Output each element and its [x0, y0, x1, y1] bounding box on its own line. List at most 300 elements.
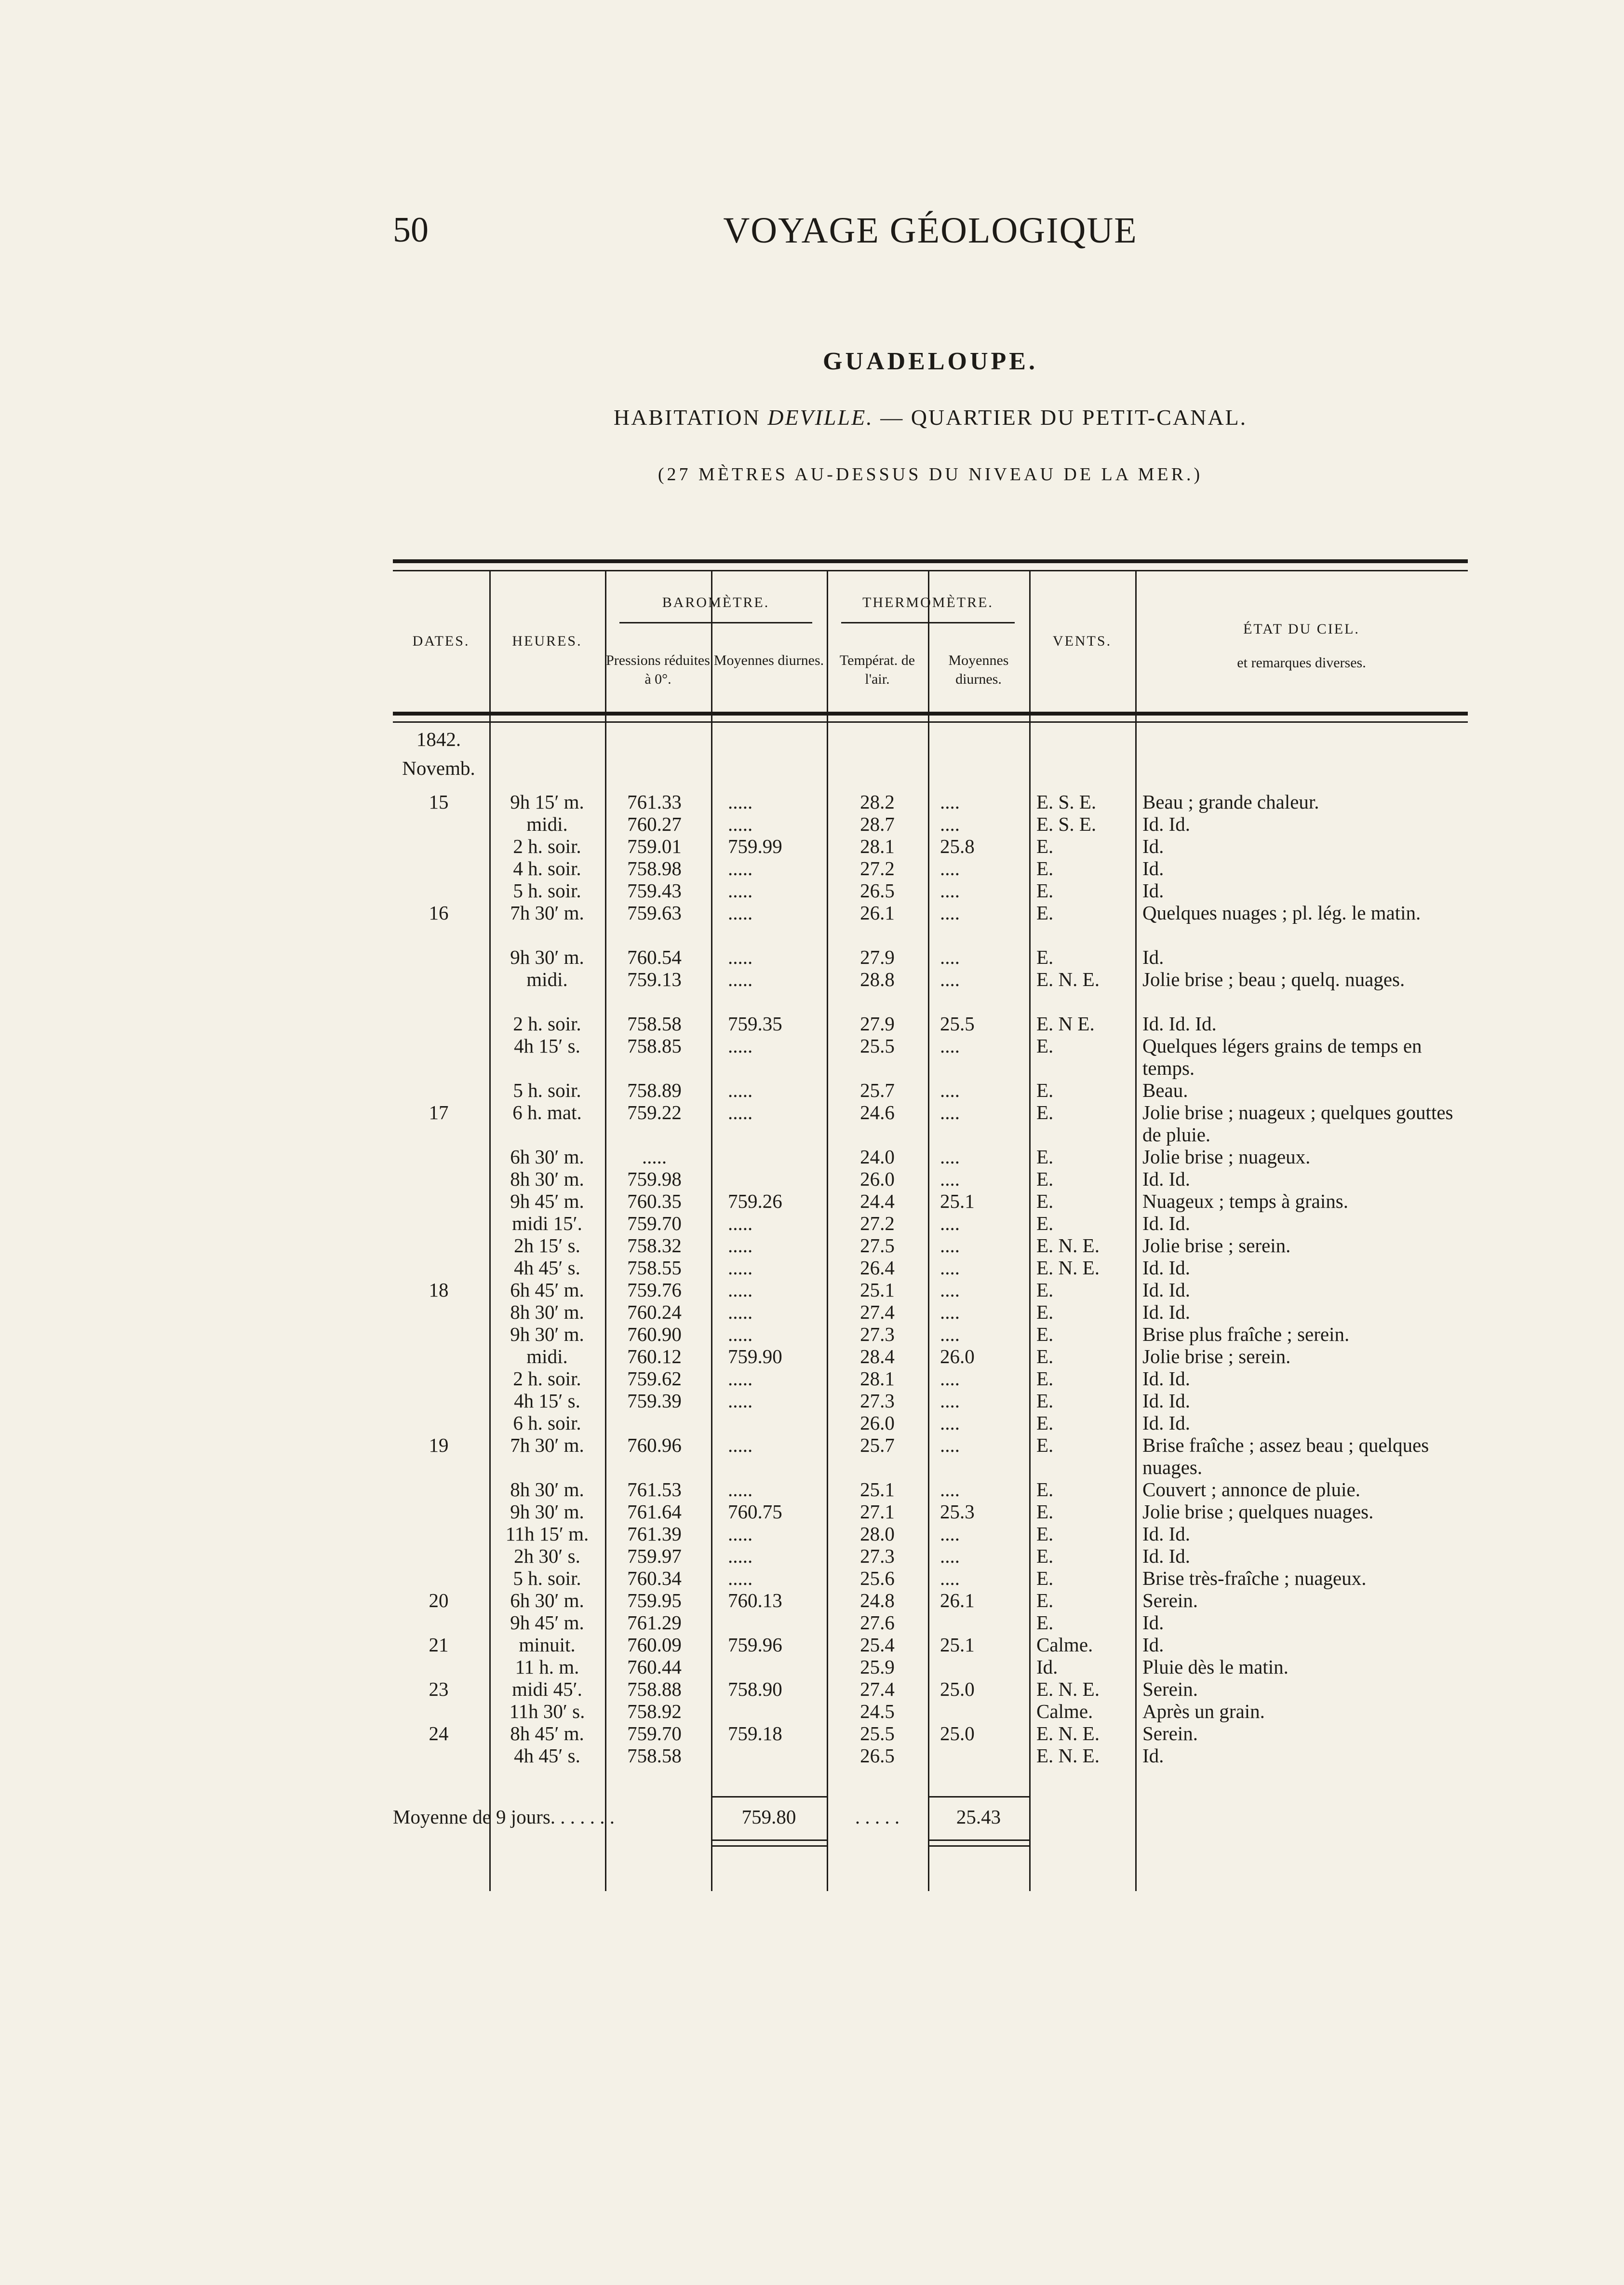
cell-pression: .....: [642, 1146, 667, 1168]
cell-vent: E.: [1036, 1190, 1054, 1212]
cell-vent: E.: [1036, 1212, 1054, 1234]
header-moyennes-bar: Moyennes diurnes.: [713, 652, 824, 668]
cell-vent: E. N. E.: [1036, 1678, 1100, 1700]
column-divider: [928, 570, 929, 1891]
cell-pression: 759.01: [627, 835, 682, 857]
cell-moy-therm: ....: [940, 857, 960, 879]
cell-temp: 25.6: [860, 1567, 895, 1589]
cell-heure: 9h 45′ m.: [510, 1611, 584, 1634]
cell-pression: 761.53: [627, 1478, 682, 1501]
cell-pression: 760.27: [627, 813, 682, 835]
cell-moy-therm: ....: [940, 1079, 960, 1101]
header-pressions: Pressions réduites à 0°.: [606, 652, 710, 687]
cell-moy-bar: .....: [728, 857, 753, 879]
cell-moy-bar: .....: [728, 1567, 753, 1589]
cell-temp: 25.9: [860, 1656, 895, 1678]
cell-moy-bar: 758.90: [728, 1678, 782, 1700]
cell-vent: E.: [1036, 1390, 1054, 1412]
cell-heure: 8h 30′ m.: [510, 1301, 584, 1323]
cell-moy-bar: 759.96: [728, 1634, 782, 1656]
cell-date: 16: [429, 902, 449, 924]
cell-moy-therm: 25.3: [940, 1501, 975, 1523]
cell-moy-bar: 759.18: [728, 1722, 782, 1744]
cell-etat: Serein.: [1142, 1589, 1198, 1611]
cell-vent: E. N. E.: [1036, 1744, 1100, 1767]
cell-heure: 7h 30′ m.: [510, 902, 584, 924]
cell-temp: 28.4: [860, 1345, 895, 1367]
cell-pression: 760.34: [627, 1567, 682, 1589]
cell-moy-bar: .....: [728, 1478, 753, 1501]
cell-temp: 27.5: [860, 1234, 895, 1257]
cell-vent: E.: [1036, 1545, 1054, 1567]
cell-heure: 6h 30′ m.: [510, 1146, 584, 1168]
cell-moy-bar: .....: [728, 1212, 753, 1234]
cell-pression: 758.92: [627, 1700, 682, 1722]
cell-heure: 6 h. mat.: [512, 1101, 582, 1123]
cell-temp: 27.4: [860, 1678, 895, 1700]
cell-etat: Jolie brise ; beau ; quelq. nuages.: [1142, 968, 1405, 990]
cell-moy-bar: .....: [728, 1545, 753, 1567]
cell-etat: Id.: [1142, 857, 1164, 879]
book-title: VOYAGE GÉOLOGIQUE: [723, 210, 1138, 251]
cell-etat: Id. Id.: [1142, 1168, 1191, 1190]
cell-moy-therm: ....: [940, 1146, 960, 1168]
header-rule-thin: [393, 721, 1468, 723]
cell-moy-therm: 25.8: [940, 835, 975, 857]
location-title: GUADELOUPE.: [823, 348, 1038, 375]
cell-etat: Nuageux ; temps à grains.: [1142, 1190, 1348, 1212]
header-etat: ÉTAT DU CIEL.: [1243, 621, 1360, 637]
footer-double-rule: [928, 1845, 1029, 1847]
cell-moy-therm: 25.0: [940, 1722, 975, 1744]
cell-pression: 759.22: [627, 1101, 682, 1123]
cell-vent: E. N. E.: [1036, 1257, 1100, 1279]
cell-etat: Id. Id.: [1142, 813, 1191, 835]
cell-moy-therm: ....: [940, 1279, 960, 1301]
cell-etat: Après un grain.: [1142, 1700, 1265, 1722]
cell-pression: 759.95: [627, 1589, 682, 1611]
cell-moy-bar: 759.26: [728, 1190, 782, 1212]
running-head: [393, 212, 1468, 265]
cell-vent: E.: [1036, 1101, 1054, 1123]
cell-temp: 26.0: [860, 1412, 895, 1434]
cell-etat: Id.: [1142, 879, 1164, 902]
cell-date: 19: [429, 1434, 449, 1456]
cell-pression: 760.09: [627, 1634, 682, 1656]
footer-double-rule: [928, 1839, 1029, 1841]
cell-pression: 760.35: [627, 1190, 682, 1212]
cell-vent: E. S. E.: [1036, 791, 1097, 813]
cell-vent: E.: [1036, 1589, 1054, 1611]
header-temperat: Températ. de l'air.: [839, 652, 915, 687]
cell-temp: 24.6: [860, 1101, 895, 1123]
cell-vent: E.: [1036, 1501, 1054, 1523]
cell-temp: 25.5: [860, 1722, 895, 1744]
cell-heure: midi 45′.: [512, 1678, 582, 1700]
habitation-prefix: HABITATION: [613, 405, 761, 430]
footer-double-rule: [711, 1845, 827, 1847]
cell-vent: E. S. E.: [1036, 813, 1097, 835]
cell-moy-therm: ....: [940, 1101, 960, 1123]
cell-vent: E.: [1036, 1412, 1054, 1434]
month-label: Novemb.: [402, 757, 475, 779]
header-moyennes-therm: Moyennes diurnes.: [948, 652, 1009, 687]
cell-vent: E.: [1036, 1567, 1054, 1589]
cell-moy-bar: .....: [728, 1301, 753, 1323]
cell-etat: Serein.: [1142, 1722, 1198, 1744]
cell-moy-bar: .....: [728, 1279, 753, 1301]
cell-etat: Id. Id.: [1142, 1212, 1191, 1234]
cell-moy-bar: .....: [728, 791, 753, 813]
cell-vent: E.: [1036, 1035, 1054, 1057]
cell-pression: 758.88: [627, 1678, 682, 1700]
cell-vent: Calme.: [1036, 1700, 1093, 1722]
cell-etat: Jolie brise ; serein.: [1142, 1345, 1291, 1367]
header-remarques: et remarques diverses.: [1237, 655, 1366, 671]
cell-pression: 758.85: [627, 1035, 682, 1057]
cell-vent: E.: [1036, 1279, 1054, 1301]
cell-heure: 9h 30′ m.: [510, 1501, 584, 1523]
cell-moy-therm: ....: [940, 1323, 960, 1345]
cell-heure: 6 h. soir.: [513, 1412, 581, 1434]
cell-etat: Brise fraîche ; assez beau ; quelques nuages.: [1142, 1434, 1429, 1478]
cell-pression: 761.64: [627, 1501, 682, 1523]
cell-heure: 9h 30′ m.: [510, 946, 584, 968]
cell-pression: 759.76: [627, 1279, 682, 1301]
cell-heure: 2h 15′ s.: [514, 1234, 580, 1257]
footer-moy-bar: 759.80: [741, 1806, 796, 1828]
cell-temp: 27.2: [860, 1212, 895, 1234]
cell-date: 15: [429, 791, 449, 813]
cell-moy-therm: 25.1: [940, 1634, 975, 1656]
cell-pression: 761.39: [627, 1523, 682, 1545]
cell-pression: 760.96: [627, 1434, 682, 1456]
cell-pression: 760.54: [627, 946, 682, 968]
cell-moy-therm: 25.1: [940, 1190, 975, 1212]
cell-temp: 26.4: [860, 1257, 895, 1279]
cell-pression: 758.98: [627, 857, 682, 879]
cell-moy-therm: ....: [940, 1545, 960, 1567]
cell-vent: E. N. E.: [1036, 968, 1100, 990]
cell-temp: 27.2: [860, 857, 895, 879]
cell-moy-therm: ....: [940, 1212, 960, 1234]
cell-moy-bar: .....: [728, 1257, 753, 1279]
cell-vent: E.: [1036, 879, 1054, 902]
barometre-brace: [619, 622, 812, 623]
cell-moy-bar: .....: [728, 1079, 753, 1101]
cell-moy-bar: .....: [728, 1367, 753, 1390]
cell-moy-therm: 26.0: [940, 1345, 975, 1367]
cell-vent: E.: [1036, 1079, 1054, 1101]
cell-heure: 2 h. soir.: [513, 1013, 581, 1035]
cell-pression: 761.33: [627, 791, 682, 813]
cell-temp: 27.9: [860, 1013, 895, 1035]
cell-heure: midi.: [526, 1345, 568, 1367]
thermometre-brace: [841, 622, 1015, 623]
cell-moy-therm: ....: [940, 1301, 960, 1323]
cell-etat: Beau.: [1142, 1079, 1188, 1101]
cell-heure: 6h 45′ m.: [510, 1279, 584, 1301]
habitation-line: [393, 405, 1468, 430]
cell-temp: 28.8: [860, 968, 895, 990]
cell-temp: 27.1: [860, 1501, 895, 1523]
cell-temp: 27.6: [860, 1611, 895, 1634]
header-rule: [393, 712, 1468, 716]
cell-temp: 27.3: [860, 1390, 895, 1412]
page-number: 50: [393, 210, 429, 250]
column-divider: [711, 570, 712, 1891]
cell-moy-therm: ....: [940, 946, 960, 968]
cell-temp: 25.1: [860, 1478, 895, 1501]
header-heures: HEURES.: [512, 633, 582, 649]
cell-heure: 9h 15′ m.: [510, 791, 584, 813]
cell-heure: 2h 30′ s.: [514, 1545, 580, 1567]
cell-etat: Jolie brise ; quelques nuages.: [1142, 1501, 1374, 1523]
cell-heure: 8h 30′ m.: [510, 1478, 584, 1501]
cell-temp: 26.0: [860, 1168, 895, 1190]
cell-heure: midi.: [526, 968, 568, 990]
cell-vent: E. N. E.: [1036, 1234, 1100, 1257]
cell-heure: 2 h. soir.: [513, 1367, 581, 1390]
cell-heure: 4h 45′ s.: [514, 1744, 580, 1767]
cell-etat: Couvert ; annonce de pluie.: [1142, 1478, 1361, 1501]
cell-moy-therm: 25.0: [940, 1678, 975, 1700]
cell-etat: Id.: [1142, 946, 1164, 968]
cell-etat: Id.: [1142, 1634, 1164, 1656]
cell-vent: E.: [1036, 1478, 1054, 1501]
cell-moy-therm: ....: [940, 1168, 960, 1190]
cell-moy-therm: ....: [940, 1390, 960, 1412]
cell-vent: E.: [1036, 1146, 1054, 1168]
cell-etat: Jolie brise ; serein.: [1142, 1234, 1291, 1257]
cell-vent: E.: [1036, 1367, 1054, 1390]
cell-date: 21: [429, 1634, 449, 1656]
cell-pression: 758.58: [627, 1013, 682, 1035]
cell-vent: E.: [1036, 857, 1054, 879]
cell-etat: Brise très-fraîche ; nuageux.: [1142, 1567, 1367, 1589]
cell-moy-bar: 759.90: [728, 1345, 782, 1367]
cell-vent: Id.: [1036, 1656, 1058, 1678]
cell-temp: 27.4: [860, 1301, 895, 1323]
habitation-name: DEVILLE.: [767, 405, 873, 430]
cell-moy-bar: .....: [728, 813, 753, 835]
cell-vent: E.: [1036, 1434, 1054, 1456]
cell-etat: Id. Id.: [1142, 1390, 1191, 1412]
cell-moy-therm: ....: [940, 1234, 960, 1257]
cell-moy-therm: ....: [940, 902, 960, 924]
cell-moy-therm: ....: [940, 1035, 960, 1057]
cell-vent: E.: [1036, 946, 1054, 968]
cell-vent: E.: [1036, 835, 1054, 857]
cell-heure: 4 h. soir.: [513, 857, 581, 879]
cell-etat: Quelques nuages ; pl. lég. le matin.: [1142, 902, 1421, 924]
cell-temp: 26.5: [860, 1744, 895, 1767]
cell-pression: 760.44: [627, 1656, 682, 1678]
cell-temp: 25.4: [860, 1634, 895, 1656]
cell-moy-therm: ....: [940, 968, 960, 990]
cell-temp: 24.5: [860, 1700, 895, 1722]
cell-temp: 28.0: [860, 1523, 895, 1545]
cell-etat: Id. Id.: [1142, 1412, 1191, 1434]
cell-pression: 759.39: [627, 1390, 682, 1412]
cell-pression: 759.98: [627, 1168, 682, 1190]
cell-vent: Calme.: [1036, 1634, 1093, 1656]
cell-date: 17: [429, 1101, 449, 1123]
cell-heure: 9h 30′ m.: [510, 1323, 584, 1345]
cell-pression: 758.89: [627, 1079, 682, 1101]
cell-pression: 760.90: [627, 1323, 682, 1345]
cell-etat: Id. Id.: [1142, 1301, 1191, 1323]
cell-pression: 759.62: [627, 1367, 682, 1390]
cell-vent: E.: [1036, 1345, 1054, 1367]
cell-vent: E.: [1036, 1611, 1054, 1634]
footer-dots: . . . . .: [855, 1806, 900, 1828]
cell-temp: 25.7: [860, 1079, 895, 1101]
cell-temp: 24.8: [860, 1589, 895, 1611]
header-dates: DATES.: [412, 633, 470, 649]
cell-moy-bar: .....: [728, 968, 753, 990]
cell-etat: Quelques légers grains de temps en temps.: [1142, 1035, 1422, 1079]
cell-heure: 11h 15′ m.: [505, 1523, 589, 1545]
cell-moy-bar: .....: [728, 902, 753, 924]
cell-temp: 27.9: [860, 946, 895, 968]
cell-moy-therm: 26.1: [940, 1589, 975, 1611]
cell-temp: 26.5: [860, 879, 895, 902]
cell-moy-bar: .....: [728, 879, 753, 902]
cell-moy-therm: ....: [940, 1257, 960, 1279]
cell-moy-bar: .....: [728, 1390, 753, 1412]
cell-pression: 759.13: [627, 968, 682, 990]
cell-etat: Id.: [1142, 1611, 1164, 1634]
cell-date: 24: [429, 1722, 449, 1744]
cell-pression: 759.70: [627, 1212, 682, 1234]
cell-temp: 25.7: [860, 1434, 895, 1456]
cell-heure: 4h 15′ s.: [514, 1390, 580, 1412]
altitude-note: (27 MÈTRES AU-DESSUS DU NIVEAU DE LA MER.): [658, 464, 1203, 485]
cell-moy-bar: 760.13: [728, 1589, 782, 1611]
cell-etat: Jolie brise ; nuageux ; quelques gouttes de pluie.: [1142, 1101, 1453, 1146]
data-table: [393, 559, 1468, 1885]
cell-etat: Pluie dès le matin.: [1142, 1656, 1288, 1678]
cell-etat: Jolie brise ; nuageux.: [1142, 1146, 1311, 1168]
cell-temp: 27.3: [860, 1545, 895, 1567]
footer-double-rule: [711, 1839, 827, 1841]
cell-vent: E.: [1036, 1301, 1054, 1323]
cell-etat: Beau ; grande chaleur.: [1142, 791, 1319, 813]
cell-etat: Id.: [1142, 835, 1164, 857]
cell-temp: 28.1: [860, 1367, 895, 1390]
cell-moy-therm: ....: [940, 879, 960, 902]
cell-pression: 759.70: [627, 1722, 682, 1744]
cell-etat: Brise plus fraîche ; serein.: [1142, 1323, 1350, 1345]
cell-moy-therm: ....: [940, 1412, 960, 1434]
cell-temp: 27.3: [860, 1323, 895, 1345]
cell-date: 23: [429, 1678, 449, 1700]
cell-moy-therm: 25.5: [940, 1013, 975, 1035]
cell-temp: 25.5: [860, 1035, 895, 1057]
cell-moy-bar: .....: [728, 1101, 753, 1123]
cell-temp: 28.1: [860, 835, 895, 857]
cell-moy-bar: .....: [728, 1035, 753, 1057]
cell-moy-bar: .....: [728, 1323, 753, 1345]
cell-heure: 5 h. soir.: [513, 1567, 581, 1589]
cell-moy-therm: ....: [940, 813, 960, 835]
cell-heure: 4h 15′ s.: [514, 1035, 580, 1057]
cell-date: 20: [429, 1589, 449, 1611]
cell-heure: 5 h. soir.: [513, 879, 581, 902]
top-rule: [393, 559, 1468, 563]
cell-pression: 758.55: [627, 1257, 682, 1279]
cell-temp: 25.1: [860, 1279, 895, 1301]
cell-etat: Id. Id.: [1142, 1279, 1191, 1301]
cell-vent: E. N. E.: [1036, 1722, 1100, 1744]
cell-heure: minuit.: [519, 1634, 576, 1656]
cell-temp: 24.4: [860, 1190, 895, 1212]
cell-pression: 758.58: [627, 1744, 682, 1767]
cell-etat: Serein.: [1142, 1678, 1198, 1700]
cell-temp: 24.0: [860, 1146, 895, 1168]
cell-pression: 758.32: [627, 1234, 682, 1257]
cell-etat: Id. Id.: [1142, 1545, 1191, 1567]
cell-heure: 8h 45′ m.: [510, 1722, 584, 1744]
footer-rule: [928, 1796, 1029, 1798]
cell-etat: Id. Id.: [1142, 1367, 1191, 1390]
cell-moy-therm: ....: [940, 1434, 960, 1456]
cell-vent: E. N E.: [1036, 1013, 1095, 1035]
cell-vent: E.: [1036, 1323, 1054, 1345]
cell-pression: 759.43: [627, 879, 682, 902]
cell-heure: midi 15′.: [512, 1212, 582, 1234]
cell-moy-bar: .....: [728, 1234, 753, 1257]
header-thermometre: THERMOMÈTRE.: [862, 595, 993, 610]
cell-heure: 9h 45′ m.: [510, 1190, 584, 1212]
footer-rule: [711, 1796, 827, 1798]
cell-moy-therm: ....: [940, 1367, 960, 1390]
cell-temp: 26.1: [860, 902, 895, 924]
cell-temp: 28.2: [860, 791, 895, 813]
cell-etat: Id.: [1142, 1744, 1164, 1767]
cell-moy-bar: .....: [728, 946, 753, 968]
cell-moy-therm: ....: [940, 1567, 960, 1589]
footer-moy-therm: 25.43: [956, 1806, 1001, 1828]
cell-moy-bar: .....: [728, 1434, 753, 1456]
cell-moy-bar: .....: [728, 1523, 753, 1545]
cell-pression: 760.12: [627, 1345, 682, 1367]
cell-temp: 28.7: [860, 813, 895, 835]
cell-pression: 760.24: [627, 1301, 682, 1323]
cell-heure: 5 h. soir.: [513, 1079, 581, 1101]
cell-pression: 759.97: [627, 1545, 682, 1567]
habitation-suffix: — QUARTIER DU PETIT-CANAL.: [880, 405, 1248, 430]
cell-moy-therm: ....: [940, 791, 960, 813]
cell-heure: 2 h. soir.: [513, 835, 581, 857]
title-block: [393, 347, 1468, 485]
footer-label: Moyenne de 9 jours. . . . . . .: [393, 1806, 615, 1828]
cell-heure: 7h 30′ m.: [510, 1434, 584, 1456]
cell-moy-bar: 760.75: [728, 1501, 782, 1523]
header-barometre: BAROMÈTRE.: [662, 595, 770, 610]
cell-vent: E.: [1036, 902, 1054, 924]
cell-moy-therm: ....: [940, 1523, 960, 1545]
cell-moy-therm: ....: [940, 1478, 960, 1501]
cell-heure: 11h 30′ s.: [509, 1700, 585, 1722]
cell-date: 18: [429, 1279, 449, 1301]
year-label: 1842.: [416, 728, 461, 750]
cell-vent: E.: [1036, 1168, 1054, 1190]
cell-heure: 4h 45′ s.: [514, 1257, 580, 1279]
cell-heure: 11 h. m.: [515, 1656, 579, 1678]
header-vents: VENTS.: [1052, 633, 1112, 649]
